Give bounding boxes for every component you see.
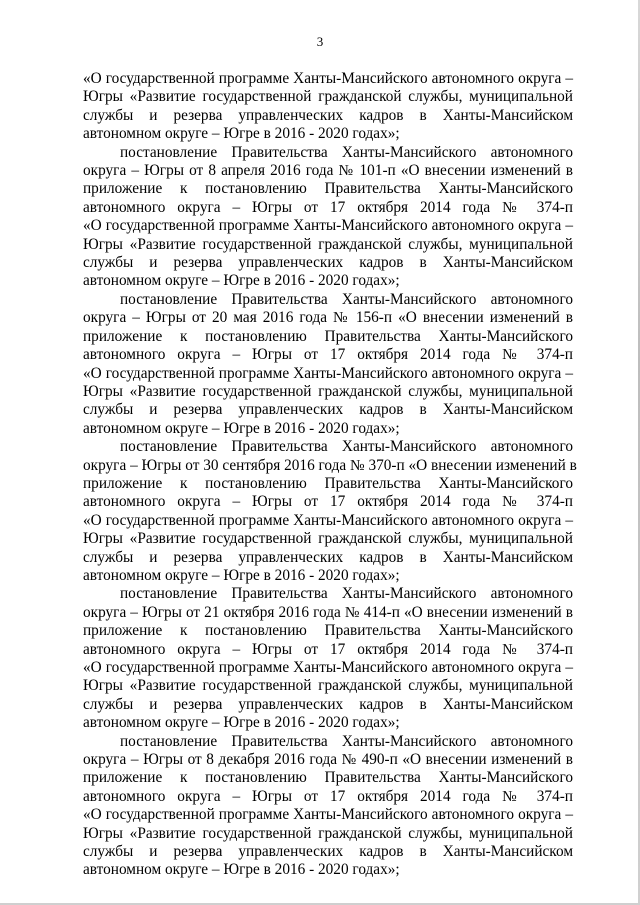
text-line: автономном округе – Югре в 2016 - 2020 годах»;: [83, 714, 400, 732]
text-line: автономного округа – Югры от 17 октября 2014 года № 374-п: [83, 346, 573, 364]
paragraph-resolution-april: [83, 144, 573, 291]
text-line: Югры «Развитие государственной гражданской службы, муниципальной: [83, 88, 573, 106]
text-line: «О государственной программе Ханты-Мансийского автономного округа –: [83, 70, 573, 87]
text-line: постановление Правительства Ханты-Мансийского автономного: [120, 732, 573, 750]
text-line: автономном округе – Югре в 2016 - 2020 годах»;: [83, 272, 400, 290]
text-line: приложение к постановлению Правительства Ханты-Мансийского: [83, 474, 573, 492]
text-line: службы и резерва управленческих кадров в Ханты-Мансийском: [83, 254, 573, 272]
text-line: автономном округе – Югре в 2016 - 2020 годах»;: [83, 125, 400, 143]
text-line: приложение к постановлению Правительства Ханты-Мансийского: [83, 180, 573, 198]
document-body: [83, 70, 577, 880]
text-line: округа – Югры от 8 апреля 2016 года № 101-п «О внесении изменений в: [83, 162, 573, 180]
text-line: округа – Югры от 21 октября 2016 года № 414-п «О внесении изменений в: [83, 603, 573, 621]
text-line: автономного округа – Югры от 17 октября 2014 года № 374-п: [83, 640, 573, 658]
text-line: «О государственной программе Ханты-Мансийского автономного округа –: [83, 511, 573, 529]
text-line: службы и резерва управленческих кадров в Ханты-Мансийском: [83, 548, 573, 566]
text-line: Югры «Развитие государственной гражданской службы, муниципальной: [83, 824, 573, 842]
text-line: службы и резерва управленческих кадров в Ханты-Мансийском: [83, 401, 573, 419]
text-line: автономном округе – Югре в 2016 - 2020 годах»;: [83, 566, 400, 584]
text-line: автономного округа – Югры от 17 октября 2014 года № 374-п: [83, 198, 573, 216]
paragraph-resolution-may: [83, 291, 573, 438]
text-line: постановление Правительства Ханты-Мансийского автономного: [120, 143, 573, 161]
page-number: 3: [316, 34, 324, 49]
paragraph-resolution-december: [83, 733, 573, 880]
text-line: постановление Правительства Ханты-Мансийского автономного: [120, 585, 573, 603]
text-line: службы и резерва управленческих кадров в Ханты-Мансийском: [83, 695, 573, 713]
text-line: автономном округе – Югре в 2016 - 2020 годах»;: [83, 861, 400, 879]
paragraph-resolution-september: [83, 438, 577, 585]
text-line: Югры «Развитие государственной гражданской службы, муниципальной: [83, 677, 573, 695]
text-line: округа – Югры от 30 сентября 2016 года № 370-п «О внесении изменений в: [83, 456, 577, 474]
text-line: Югры «Развитие государственной гражданской службы, муниципальной: [83, 530, 573, 548]
text-line: «О государственной программе Ханты-Мансийского автономного округа –: [83, 217, 573, 235]
text-line: Югры «Развитие государственной гражданской службы, муниципальной: [83, 382, 573, 400]
paragraph-resolution-october: [83, 585, 573, 732]
text-line: «О государственной программе Ханты-Мансийского автономного округа –: [83, 659, 573, 676]
text-line: приложение к постановлению Правительства Ханты-Мансийского: [83, 327, 573, 345]
text-line: автономном округе – Югре в 2016 - 2020 годах»;: [83, 419, 400, 437]
text-line: постановление Правительства Ханты-Мансийского автономного: [120, 290, 573, 308]
text-line: «О государственной программе Ханты-Мансийского автономного округа –: [83, 806, 573, 824]
paragraph-continuation: [83, 70, 573, 144]
text-line: автономного округа – Югры от 17 октября 2014 года № 374-п: [83, 493, 573, 511]
text-line: приложение к постановлению Правительства Ханты-Мансийского: [83, 622, 573, 640]
text-line: округа – Югры от 8 декабря 2016 года № 490-п «О внесении изменений в: [83, 751, 573, 769]
text-line: службы и резерва управленческих кадров в Ханты-Мансийском: [83, 843, 573, 861]
text-line: приложение к постановлению Правительства Ханты-Мансийского: [83, 769, 573, 787]
text-line: «О государственной программе Ханты-Мансийского автономного округа –: [83, 364, 573, 382]
text-line: Югры «Развитие государственной гражданской службы, муниципальной: [83, 235, 573, 253]
text-line: постановление Правительства Ханты-Мансийского автономного: [120, 438, 573, 456]
text-line: автономного округа – Югры от 17 октября 2014 года № 374-п: [83, 787, 573, 805]
text-line: округа – Югры от 20 мая 2016 года № 156-п «О внесении изменений в: [83, 309, 573, 327]
text-line: службы и резерва управленческих кадров в Ханты-Мансийском: [83, 106, 573, 124]
